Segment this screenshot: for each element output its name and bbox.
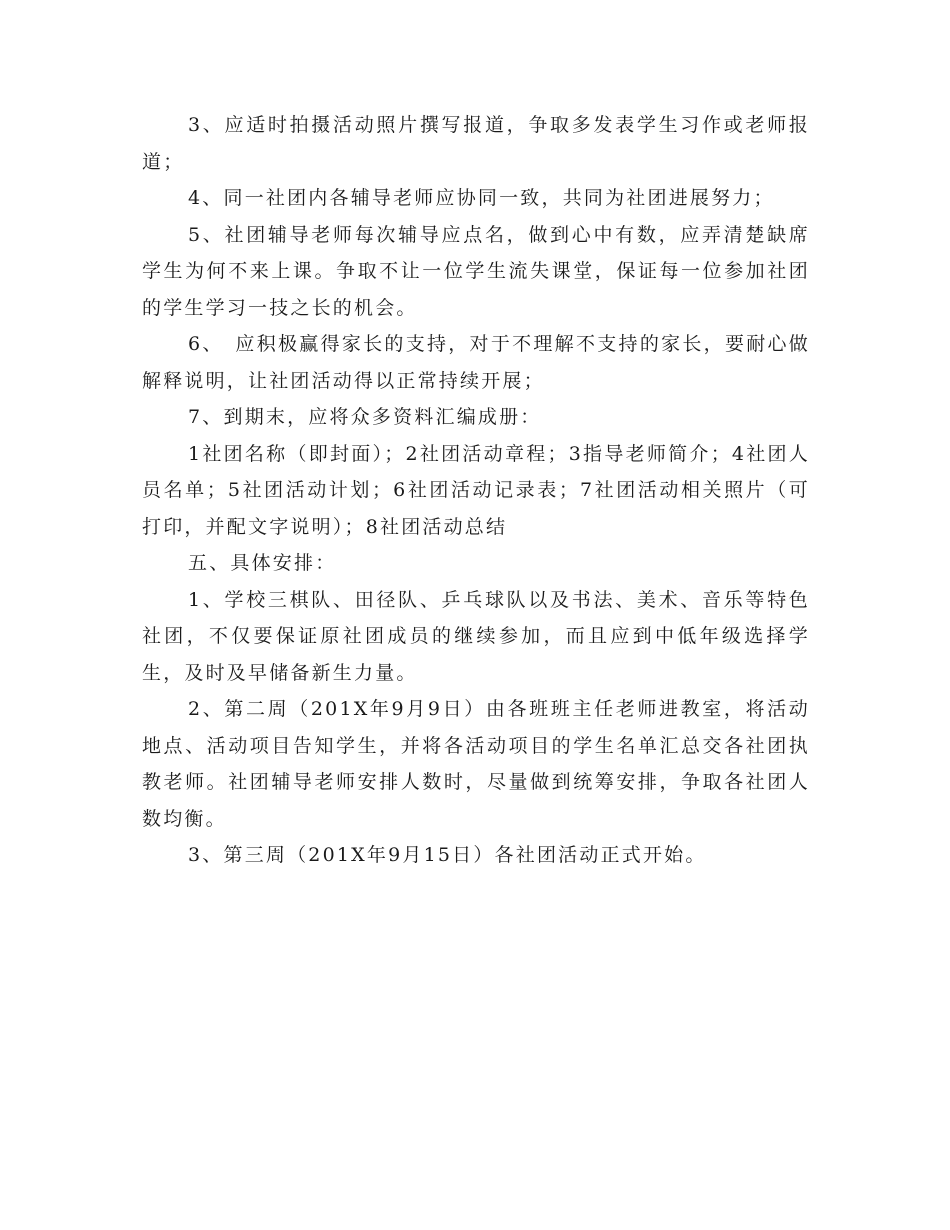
paragraph-item-7-compilation: 7、到期末，应将众多资料汇编成册： — [188, 406, 542, 428]
section-heading-arrangement: 五、具体安排： — [188, 552, 337, 574]
document-body — [142, 107, 810, 874]
paragraph-item-4-cooperation: 4、同一社团内各辅导老师应协同一致，共同为社团进展努力； — [188, 187, 775, 209]
paragraph-compilation-list: 1社团名称（即封面）；2社团活动章程；3指导老师简介；4社团人员名单；5社团活动计划；6社团活动记录表；7社团活动相关照片（可打印，并配文字说明）；8社团活动总结 — [142, 442, 810, 538]
paragraph-arrangement-3: 3、第三周（201X年9月15日）各社团活动正式开始。 — [188, 844, 707, 866]
paragraph-item-3-reports: 3、应适时拍摄活动照片撰写报道，争取多发表学生习作或老师报道； — [142, 114, 810, 173]
paragraph-item-6-parents: 6、 应积极赢得家长的支持，对于不理解不支持的家长，要耐心做解释说明，让社团活动得以正常持续开展； — [142, 333, 810, 392]
paragraph-arrangement-1: 1、学校三棋队、田径队、乒乓球队以及书法、美术、音乐等特色社团，不仅要保证原社团成员的继续参加，而且应到中低年级选择学生，及时及早储备新生力量。 — [142, 588, 810, 684]
paragraph-arrangement-2: 2、第二周（201X年9月9日）由各班班主任老师进教室，将活动地点、活动项目告知学生，并将各活动项目的学生名单汇总交各社团执教老师。社团辅导老师安排人数时，尽量做到统筹安排，争取各社团人数均衡。 — [142, 698, 810, 830]
paragraph-item-5-attendance: 5、社团辅导老师每次辅导应点名，做到心中有数，应弄清楚缺席学生为何不来上课。争取不让一位学生流失课堂，保证每一位参加社团的学生学习一技之长的机会。 — [142, 223, 810, 319]
